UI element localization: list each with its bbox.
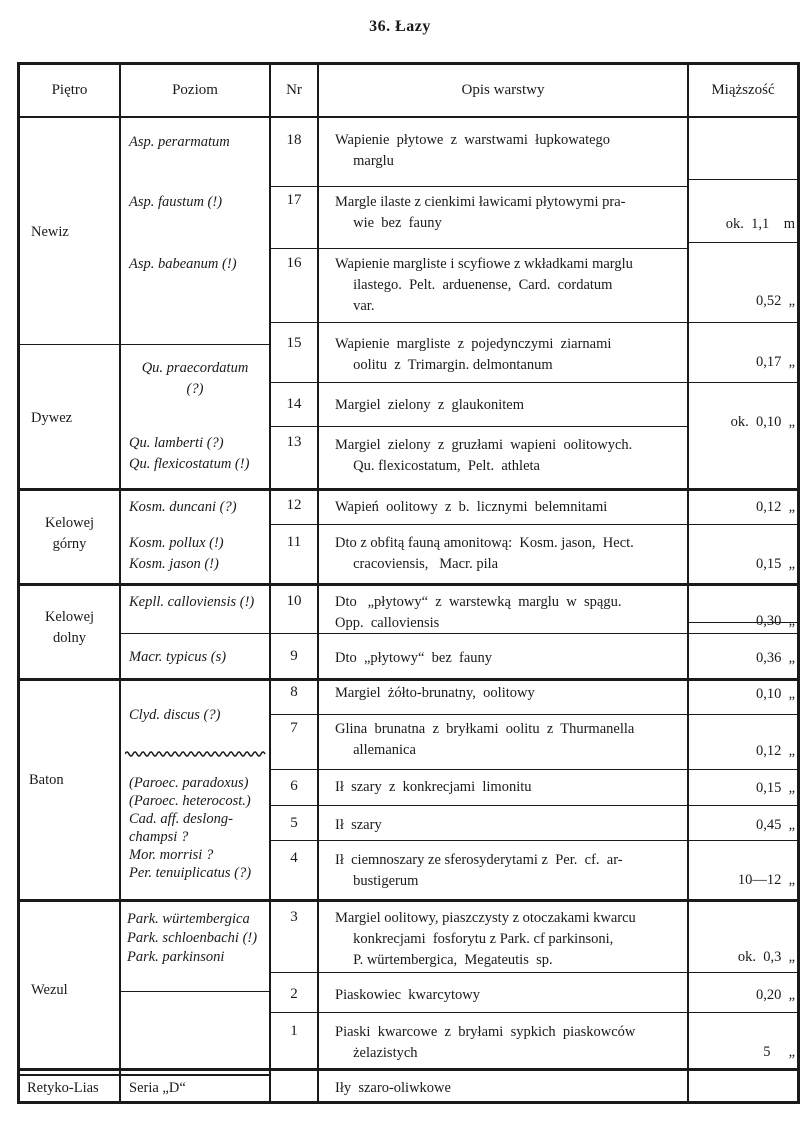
header-poziom: Poziom <box>172 82 218 98</box>
layer-nr: 11 <box>286 534 302 550</box>
layer-description: Wapienie płytowe z warstwami łupkowatego marglu <box>335 132 611 169</box>
stage-label: Dywez <box>31 410 73 426</box>
layer-nr: 4 <box>290 850 298 866</box>
zone-label: Kosm. pollux (!) Kosm. jason (!) <box>129 535 224 572</box>
row-divider <box>271 714 800 715</box>
zone-label: Asp. babeanum (!) <box>129 256 237 272</box>
layer-description: Ił szary <box>335 817 382 833</box>
layer-thickness: 0,17 „ <box>755 354 795 370</box>
zone-divider <box>121 991 269 992</box>
zone-label: Asp. faustum (!) <box>129 194 223 210</box>
zone-divider <box>121 633 269 634</box>
table-border-bottom <box>17 1101 800 1104</box>
layer-nr: 2 <box>290 986 298 1002</box>
layer-description: Dto „płytowy“ bez fauny <box>335 650 493 666</box>
layer-thickness: 5 „ <box>763 1044 795 1060</box>
header-miazszosc: Miąższość <box>711 82 775 98</box>
layer-nr: 3 <box>290 909 298 925</box>
layer-nr: 17 <box>286 192 302 208</box>
layer-nr: 8 <box>290 684 298 700</box>
layer-thickness: 0,20 „ <box>755 987 795 1003</box>
page-title: 36. Łazy <box>369 18 431 35</box>
layer-thickness: 0,30 „ <box>755 613 795 629</box>
layer-thickness: ok. 1,1 m <box>725 216 795 232</box>
stage-divider <box>17 678 800 681</box>
stage-divider <box>17 1068 800 1071</box>
layer-thickness: 0,36 „ <box>755 650 795 666</box>
row-divider <box>271 186 689 187</box>
layer-thickness: 0,10 „ <box>755 686 795 702</box>
stage-label: Kelowej dolny <box>44 609 95 646</box>
zone-label: Kosm. duncani (?) <box>129 499 237 515</box>
layer-nr: 5 <box>290 815 298 831</box>
layer-description: Wapień oolitowy z b. licznymi belemnitami <box>335 499 608 515</box>
zone-label: Asp. perarmatum <box>129 134 230 150</box>
row-divider <box>271 972 800 973</box>
zone-label: Qu. lamberti (?) Qu. flexicostatum (!) <box>129 435 250 472</box>
layer-description: Wapienie margliste z pojedynczymi ziarnami oolitu z Trimargin. delmontanum <box>335 336 612 373</box>
layer-thickness: 0,12 „ <box>755 499 795 515</box>
zone-label: Kepll. calloviensis (!) <box>129 594 255 610</box>
stage-label: Kelowej górny <box>44 515 95 552</box>
layer-nr: 9 <box>290 648 298 664</box>
layer-description: Dto „płytowy“ z warstewką marglu w spągu. Opp. calloviensis <box>335 594 622 631</box>
layer-description: Glina brunatna z bryłkami oolitu z Thurmanella allemanica <box>335 721 635 758</box>
layer-description: Piaskowiec kwarcytowy <box>335 987 480 1003</box>
header-nr: Nr <box>286 82 302 98</box>
stage-divider <box>17 488 800 491</box>
layer-nr: 1 <box>290 1023 298 1039</box>
layer-thickness: ok. 0,3 „ <box>737 949 795 965</box>
row-divider <box>271 322 800 323</box>
layer-description: Iły szaro-oliwkowe <box>335 1080 451 1096</box>
table-border-top <box>17 62 800 65</box>
layer-thickness: 10—12 „ <box>737 872 795 888</box>
zone-label: Seria „D“ <box>129 1080 186 1096</box>
thickness-divider <box>689 179 800 180</box>
layer-description: Margiel oolitowy, piaszczysty z otoczakami kwarcu konkrecjami fosforytu z Park. cf parkinsoni, P. würtembergica, Megateutis sp. <box>335 910 636 968</box>
layer-nr: 10 <box>286 593 302 609</box>
row-divider <box>271 248 689 249</box>
thickness-divider <box>689 242 800 243</box>
header-opis: Opis warstwy <box>461 82 545 98</box>
layer-thickness: 0,52 „ <box>755 293 795 309</box>
stage-divider-thin <box>17 344 119 345</box>
layer-thickness: 0,15 „ <box>755 780 795 796</box>
row-divider <box>271 769 800 770</box>
retyko-rule <box>17 1074 269 1076</box>
layer-nr: 16 <box>286 255 302 271</box>
row-divider <box>271 426 689 427</box>
layer-thickness: 0,12 „ <box>755 743 795 759</box>
header-pietro: Piętro <box>51 82 88 98</box>
layer-description: Ił szary z konkrecjami limonitu <box>335 779 532 795</box>
layer-thickness: 0,45 „ <box>755 817 795 833</box>
layer-description: Margiel zielony z glaukonitem <box>335 397 524 413</box>
row-divider <box>271 524 800 525</box>
stage-label: Wezul <box>31 982 68 998</box>
row-divider <box>271 382 800 383</box>
layer-description: Dto z obfitą fauną amonitową: Kosm. jason, Hect. cracoviensis, Macr. pila <box>335 535 634 572</box>
layer-nr: 15 <box>286 335 302 351</box>
layer-description: Margiel żółto-brunatny, oolitowy <box>335 685 535 701</box>
layer-thickness: 0,15 „ <box>755 556 795 572</box>
zone-label: (Paroec. paradoxus) (Paroec. heterocost.) Cad. aff. deslong- champsi ? Mor. morrisi ? Per. tenuiplicatus (?) <box>129 775 252 881</box>
stage-label: Retyko-Lias <box>27 1080 99 1096</box>
stage-label: Newiz <box>31 224 69 240</box>
stage-divider <box>17 899 800 902</box>
layer-description: Margiel zielony z gruzłami wapieni oolitowych. Qu. flexicostatum, Pelt. athleta <box>335 437 633 474</box>
zone-divider <box>121 344 269 345</box>
layer-description: Ił ciemnoszary ze sferosyderytami z Per. cf. ar- bustigerum <box>335 852 623 889</box>
unconformity-wavy-line <box>125 750 267 758</box>
layer-nr: 7 <box>290 720 298 736</box>
layer-description: Wapienie margliste i scyfiowe z wkładkami marglu ilastego. Pelt. arduenense, Card. cordatum var. <box>335 256 633 314</box>
stratigraphic-table <box>17 62 800 1104</box>
stage-label: Baton <box>29 772 64 788</box>
stage-divider <box>17 583 800 586</box>
layer-nr: 6 <box>290 778 298 794</box>
zone-label: Qu. praecordatum (?) <box>141 360 249 397</box>
layer-nr: 12 <box>286 497 302 513</box>
layer-nr: 14 <box>286 396 302 412</box>
header-divider <box>17 116 800 118</box>
zone-label: Macr. typicus (s) <box>129 649 227 665</box>
layer-nr: 18 <box>286 132 302 148</box>
row-divider <box>271 805 800 806</box>
layer-nr: 13 <box>286 434 302 450</box>
row-divider <box>271 840 800 841</box>
layer-description: Margle ilaste z cienkimi ławicami płytowymi pra- wie bez fauny <box>335 194 626 231</box>
zone-label: Clyd. discus (?) <box>129 707 221 723</box>
layer-thickness: ok. 0,10 „ <box>730 414 795 430</box>
layer-description: Piaski kwarcowe z bryłami sypkich piaskowców żelazistych <box>335 1024 636 1061</box>
zone-label: Park. würtembergica Park. schloenbachi (!) Park. parkinsoni <box>127 911 258 965</box>
row-divider <box>271 1012 800 1013</box>
